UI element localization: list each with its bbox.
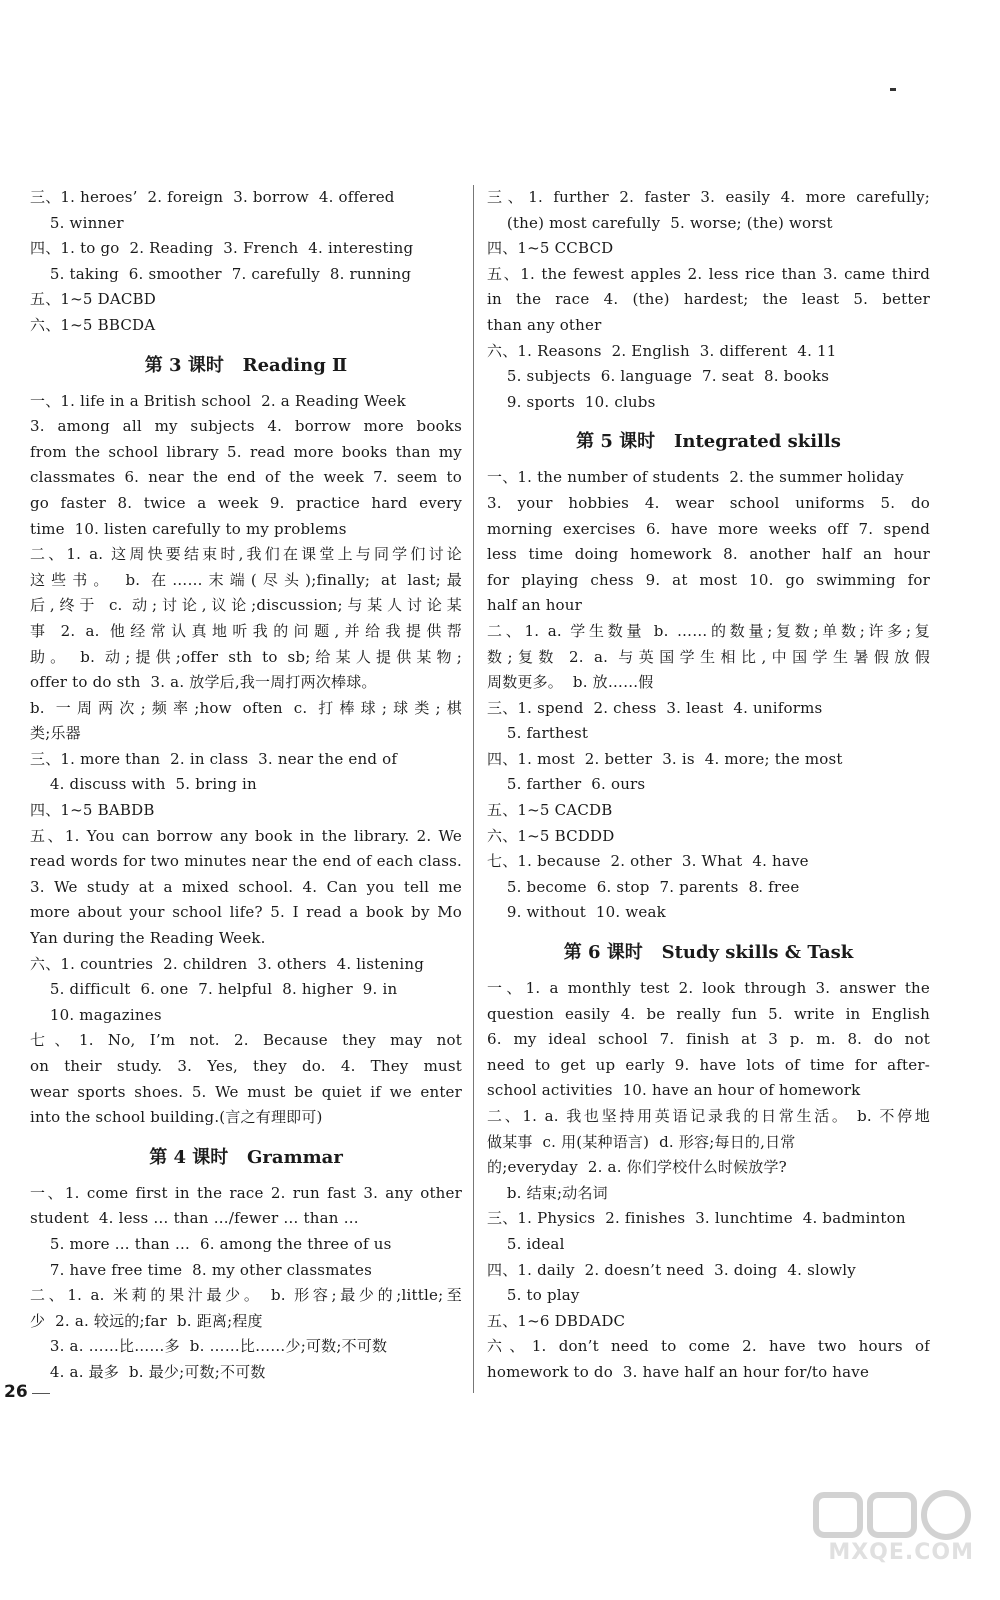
right-answer-line: 5. farthest	[487, 724, 589, 743]
right-answer-line: 三、1. spend 2. chess 3. least 4. uniforms	[487, 698, 823, 717]
right-answer-line: 9. without 10. weak	[487, 903, 666, 922]
page-number: 26	[4, 1382, 28, 1402]
left-answer-line: classmates 6. near the end of the week 7. seem to	[30, 468, 462, 487]
left-answer-line: 二、1. a. 米莉的果汁最少。 b. 形容;最少的;little;至	[30, 1286, 462, 1305]
right-answer-line: (the) most carefully 5. worse; (the) worst	[487, 213, 833, 232]
left-answer-line: 二、1. a. 这周快要结束时,我们在课堂上与同学们讨论	[30, 545, 462, 564]
right-answer-line: 5. become 6. stop 7. parents 8. free	[487, 877, 800, 896]
left-answer-line: into the school building.(言之有理即可)	[30, 1108, 323, 1127]
left-answer-line: on their study. 3. Yes, they do. 4. They must	[30, 1057, 462, 1075]
right-answer-line: b. 结束;动名词	[487, 1183, 608, 1202]
right-column	[487, 185, 930, 1386]
lesson-heading: 第 4 课时 Grammar	[149, 1146, 343, 1168]
right-answer-line: 5. to play	[487, 1286, 580, 1305]
right-answer-line: 四、1. most 2. better 3. is 4. more; the most	[487, 749, 843, 768]
left-answer-line: 5. taking 6. smoother 7. carefully 8. running	[30, 264, 412, 283]
right-answer-line: need to get up early 9. have lots of time for after-	[487, 1055, 930, 1074]
right-answer-line: 9. sports 10. clubs	[487, 392, 656, 411]
watermark-site: MXQE.COM	[828, 1540, 974, 1565]
left-answer-line: b. 一周两次;频率;how often c. 打棒球;球类;棋	[30, 698, 462, 717]
left-answer-line: 七、1. No, I’m not. 2. Because they may not	[30, 1031, 462, 1050]
right-answer-line: 一、1. a monthly test 2. look through 3. answer the	[487, 979, 930, 998]
right-answer-line: 二、1. a. 我也坚持用英语记录我的日常生活。 b. 不停地	[487, 1107, 930, 1125]
right-answer-line: 五、1~5 CACDB	[487, 801, 613, 820]
right-answer-line: 5. subjects 6. language 7. seat 8. books	[487, 367, 830, 386]
right-answer-line: 周数更多。 b. 放……假	[487, 673, 654, 692]
lesson-heading: 第 6 课时 Study skills & Task	[563, 942, 854, 964]
left-answer-line: 后,终于 c. 动;讨论,议论;discussion;与某人讨论某	[30, 596, 462, 615]
right-answer-line: 七、1. because 2. other 3. What 4. have	[487, 852, 809, 871]
left-answer-line: 五、1~5 DACBD	[30, 290, 157, 309]
right-answer-line: 数;复数 2. a. 与英国学生相比,中国学生暑假放假	[487, 647, 930, 666]
right-answer-line: homework to do 3. have half an hour for/to have	[487, 1362, 870, 1381]
left-answer-line: 这些书。 b. 在……末端(尽头);finally; at last;最	[30, 570, 462, 589]
right-answer-line: 做某事 c. 用(某种语言) d. 形容;每日的,日常	[487, 1132, 796, 1151]
right-answer-line: 三、1. further 2. faster 3. easily 4. more carefully;	[487, 188, 930, 206]
lesson-heading: 第 3 课时 Reading Ⅱ	[144, 354, 348, 376]
right-answer-line: half an hour	[487, 596, 583, 615]
left-answer-line: go faster 8. twice a week 9. practice hard every	[30, 493, 462, 512]
right-answer-line: 五、1. the fewest apples 2. less rice than 3. came third	[487, 264, 930, 283]
right-answer-line: 5. ideal	[487, 1234, 565, 1253]
right-answer-line: 3. your hobbies 4. wear school uniforms 5. do	[487, 493, 930, 512]
right-answer-line: 一、1. the number of students 2. the summer holiday	[487, 468, 904, 487]
watermark-logo	[808, 1483, 978, 1581]
left-answer-line: 五、1. You can borrow any book in the library. 2. We	[30, 826, 462, 845]
left-answer-line: read words for two minutes near the end of each class.	[30, 852, 462, 871]
left-answer-line: 事 2. a. 他经常认真地听我的问题,并给我提供帮	[30, 621, 462, 640]
left-answer-line: 六、1. countries 2. children 3. others 4. listening	[30, 954, 424, 973]
column-divider	[473, 185, 474, 1393]
right-answer-line: for playing chess 9. at most 10. go swimming for	[487, 570, 930, 589]
left-answer-line: 六、1~5 BBCDA	[30, 315, 156, 334]
right-answer-line: 6. my ideal school 7. finish at 3 p. m. 8. do not	[487, 1030, 930, 1049]
right-answer-line: in the race 4. (the) hardest; the least 5. better	[487, 290, 930, 309]
right-answer-line: 5. farther 6. ours	[487, 775, 646, 794]
right-answer-line: 六、1. don’t need to come 2. have two hours of	[487, 1337, 930, 1356]
left-answer-line: 三、1. more than 2. in class 3. near the end of	[30, 749, 398, 768]
lesson-heading: 第 5 课时 Integrated skills	[576, 431, 841, 453]
left-answer-line: Yan during the Reading Week.	[30, 929, 266, 948]
right-answer-line: 六、1~5 BCDDD	[487, 826, 615, 845]
left-answer-line: 5. more … than … 6. among the three of us	[30, 1234, 392, 1253]
left-answer-line: 少 2. a. 较远的;far b. 距离;程度	[30, 1311, 263, 1330]
left-answer-line: from the school library 5. read more books than my	[30, 442, 462, 461]
left-answer-line: 一、1. come first in the race 2. run fast 3. any other	[30, 1183, 462, 1202]
right-answer-line: 四、1~5 CCBCD	[487, 239, 614, 258]
left-answer-line: 4. a. 最多 b. 最少;可数;不可数	[30, 1362, 266, 1381]
left-answer-line: wear sports shoes. 5. We must be quiet if we enter	[30, 1082, 462, 1101]
left-answer-line: 4. discuss with 5. bring in	[30, 775, 257, 794]
left-answer-line: 三、1. heroes’ 2. foreign 3. borrow 4. offered	[30, 188, 395, 206]
right-answer-line: 二、1. a. 学生数量 b. ……的数量;复数;单数;许多;复	[487, 621, 930, 640]
left-answer-line: 四、1. to go 2. Reading 3. French 4. interesting	[30, 239, 414, 258]
right-answer-line: than any other	[487, 315, 602, 334]
left-answer-line: 7. have free time 8. my other classmates	[30, 1260, 372, 1279]
left-answer-line: 5. difficult 6. one 7. helpful 8. higher 9. in	[30, 980, 398, 999]
left-answer-line: 5. winner	[30, 213, 124, 232]
left-answer-line: 一、1. life in a British school 2. a Reading Week	[30, 391, 406, 410]
left-answer-line: student 4. less … than …/fewer … than …	[30, 1209, 359, 1228]
left-answer-line: 3. a. ……比……多 b. ……比……少;可数;不可数	[30, 1337, 388, 1356]
right-answer-line: 的;everyday 2. a. 你们学校什么时候放学?	[487, 1158, 787, 1177]
left-answer-line: 四、1~5 BABDB	[30, 801, 155, 820]
left-answer-line: offer to do sth 3. a. 放学后,我一周打两次棒球。	[30, 673, 377, 692]
right-answer-line: question easily 4. be really fun 5. write in English	[487, 1004, 930, 1023]
page-number-rule	[32, 1393, 50, 1394]
left-answer-line: 10. magazines	[30, 1005, 162, 1024]
left-answer-line: 3. We study at a mixed school. 4. Can you tell me	[30, 877, 462, 896]
right-answer-line: 六、1. Reasons 2. English 3. different 4. 11	[487, 341, 837, 360]
left-answer-line: more about your school life? 5. I read a book by Mo	[30, 903, 462, 922]
left-answer-line: 3. among all my subjects 4. borrow more books	[30, 417, 462, 436]
right-answer-line: less time doing homework 8. another half an hour	[487, 545, 930, 564]
right-answer-line: school activities 10. have an hour of homework	[487, 1081, 861, 1100]
right-answer-line: 三、1. Physics 2. finishes 3. lunchtime 4. badminton	[487, 1209, 906, 1228]
left-column	[30, 185, 462, 1386]
right-answer-line: 五、1~6 DBDADC	[487, 1311, 626, 1330]
left-answer-line: 类;乐器	[30, 724, 81, 743]
right-answer-line: 四、1. daily 2. doesn’t need 3. doing 4. slowly	[487, 1260, 856, 1279]
left-answer-line: 助。 b. 动;提供;offer sth to sb;给某人提供某物;	[30, 647, 462, 666]
left-answer-line: time 10. listen carefully to my problems	[30, 519, 347, 538]
scan-mark	[890, 88, 896, 91]
right-answer-line: morning exercises 6. have more weeks off 7. spend	[487, 519, 930, 538]
